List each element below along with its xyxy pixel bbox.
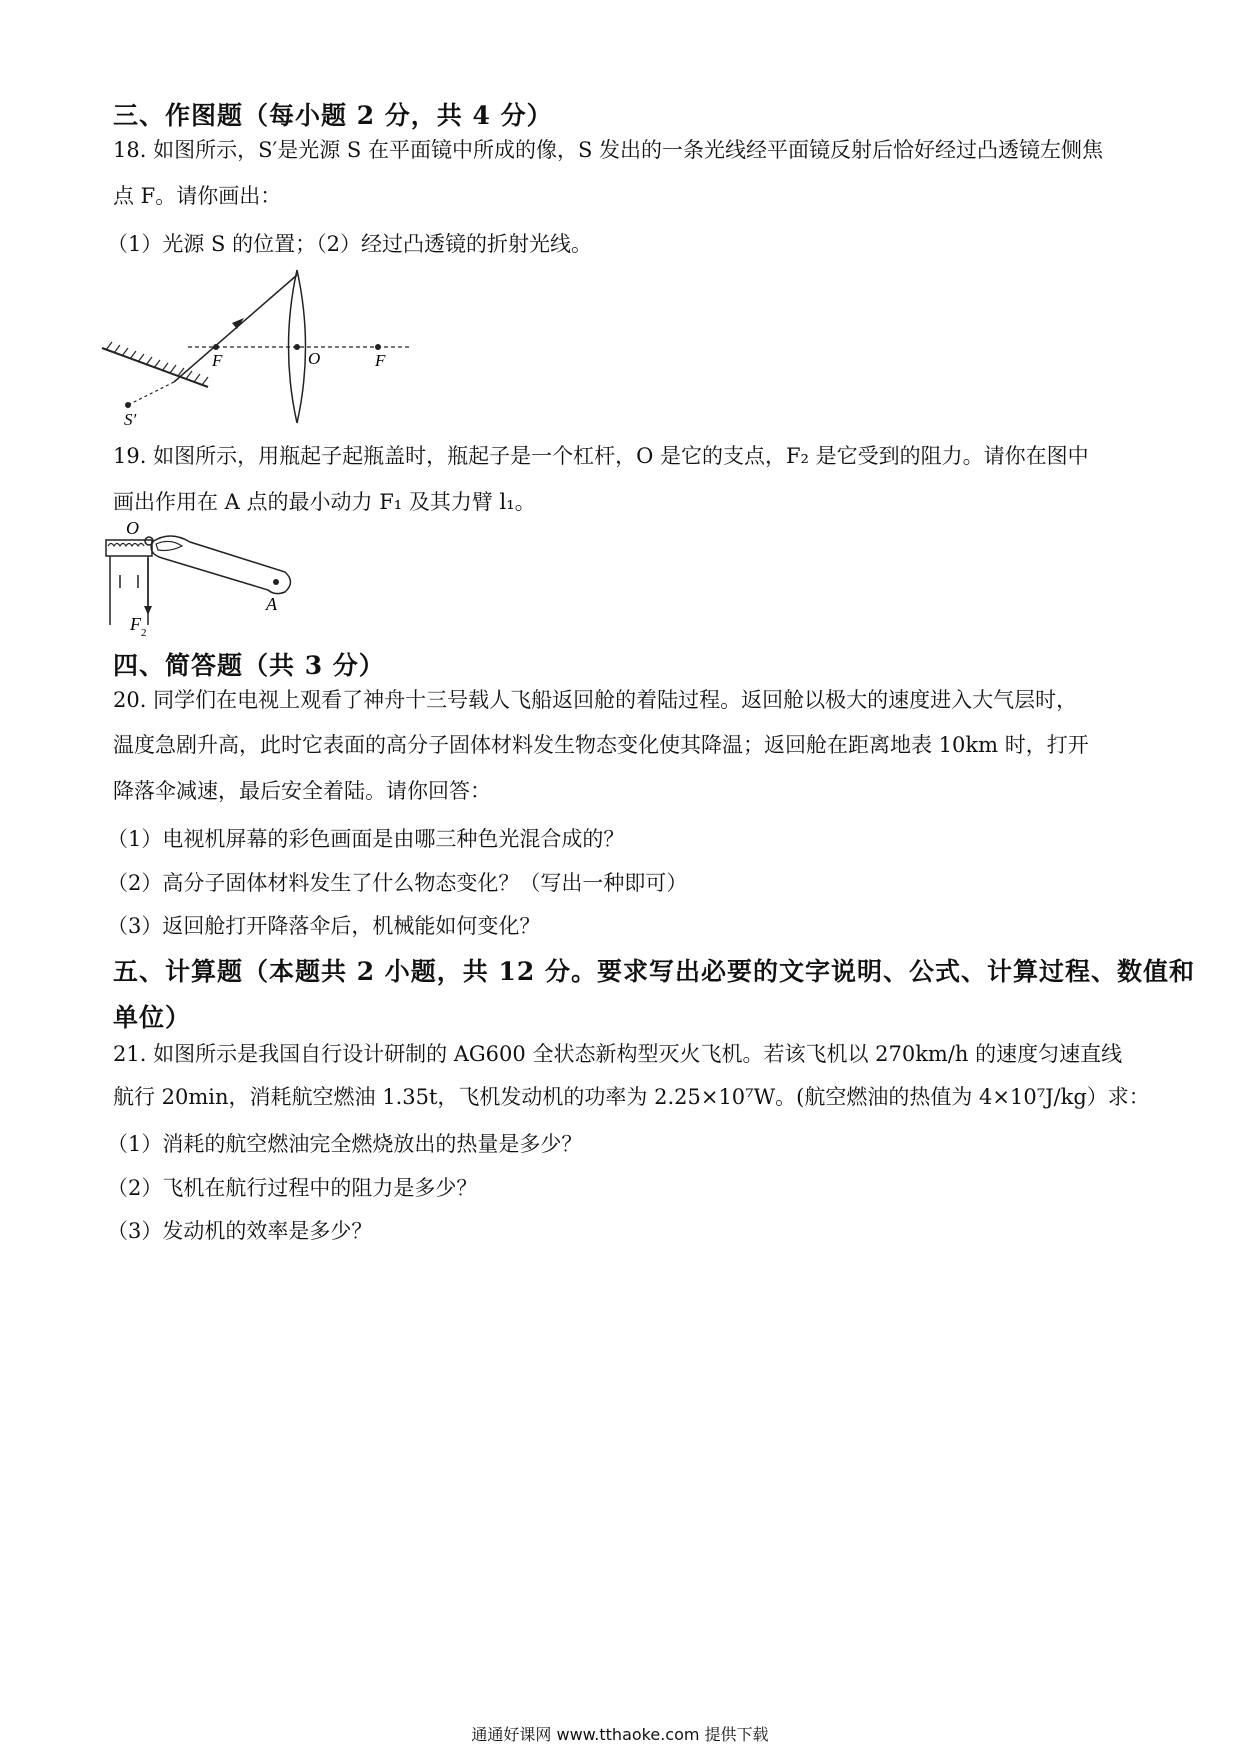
- q19-bottle-opener-figure: [100, 520, 310, 638]
- q18-optics-figure: [100, 265, 430, 430]
- footer-watermark: 通通好课网 www.tthaoke.com 提供下载: [471, 1725, 769, 1744]
- q20-sub2: （2）高分子固体材料发生了什么物态变化？（写出一种即可）: [107, 871, 688, 895]
- section-5-title-line1: 五、计算题（本题共 2 小题，共 12 分。要求写出必要的文字说明、公式、计算过程、数值和: [113, 957, 1196, 986]
- q20-line1: 20. 同学们在电视上观看了神舟十三号载人飞船返回舱的着陆过程。返回舱以极大的速度进入大气层时，: [113, 688, 1078, 712]
- q18-line2: 点 F。请你画出：: [113, 184, 282, 208]
- section-4-title: 四、简答题（共 3 分）: [113, 651, 385, 680]
- q20-sub3: （3）返回舱打开降落伞后，机械能如何变化？: [107, 914, 541, 938]
- focus-right-label: F: [375, 351, 386, 370]
- q20-sub1: （1）电视机屏幕的彩色画面是由哪三种色光混合成的？: [107, 827, 625, 851]
- optical-center-label: O: [308, 349, 321, 368]
- q18-line3: （1）光源 S 的位置；（2）经过凸透镜的折射光线。: [107, 232, 592, 256]
- fulcrum-label: O: [126, 520, 139, 538]
- s-prime-label: S′: [124, 410, 137, 429]
- q21-line1: 21. 如图所示是我国自行设计研制的 AG600 全状态新构型灭火飞机。若该飞机以 270km/h 的速度匀速直线: [113, 1042, 1123, 1066]
- q21-line2: 航行 20min，消耗航空燃油 1.35t，飞机发动机的功率为 2.25×10⁷W。(航空燃油的热值为 4×10⁷J/kg）求：: [113, 1085, 1150, 1109]
- q21-sub3: （3）发动机的效率是多少？: [107, 1219, 373, 1243]
- f2-subscript: 2: [141, 627, 147, 638]
- q18-line1: 18. 如图所示，S′是光源 S 在平面镜中所成的像，S 发出的一条光线经平面镜反射后恰好经过凸透镜左侧焦: [113, 138, 1104, 162]
- section-3-title: 三、作图题（每小题 2 分，共 4 分）: [113, 101, 553, 130]
- q21-sub1: （1）消耗的航空燃油完全燃烧放出的热量是多少？: [107, 1132, 583, 1156]
- q20-line3: 降落伞减速，最后安全着陆。请你回答：: [113, 779, 491, 803]
- focus-left-label: F: [212, 351, 223, 370]
- q20-line2: 温度急剧升高，此时它表面的高分子固体材料发生物态变化使其降温；返回舱在距离地表 10km 时，打开: [113, 733, 1089, 757]
- q19-line2: 画出作用在 A 点的最小动力 F₁ 及其力臂 l₁。: [113, 490, 536, 514]
- point-a-label: A: [266, 594, 277, 614]
- section-5-title-line2: 单位）: [113, 1003, 192, 1032]
- q21-sub2: （2）飞机在航行过程中的阻力是多少？: [107, 1176, 478, 1200]
- f2-label: F: [130, 614, 141, 634]
- q19-line1: 19. 如图所示，用瓶起子起瓶盖时，瓶起子是一个杠杆，O 是它的支点，F₂ 是它受到的阻力。请你在图中: [113, 444, 1089, 468]
